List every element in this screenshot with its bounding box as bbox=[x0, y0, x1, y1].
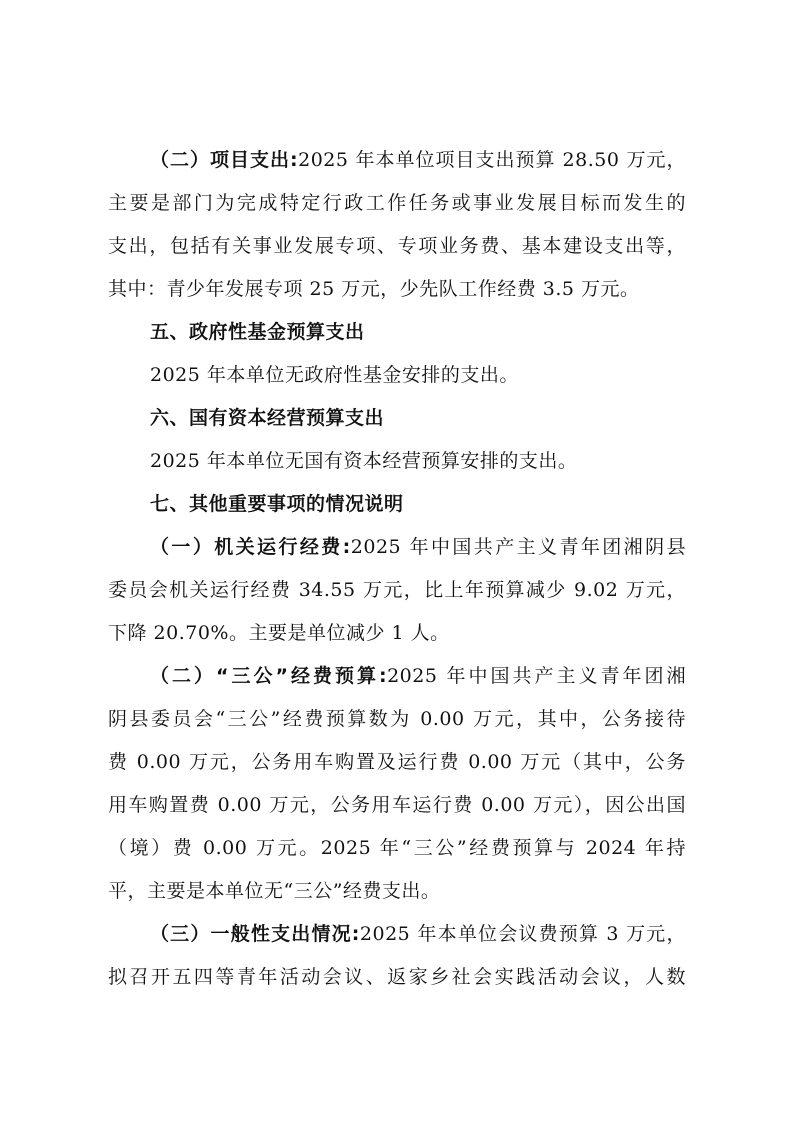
project-expense-line-1: （二）项目支出:2025 年本单位项目支出预算 28.50 万元， bbox=[150, 149, 686, 171]
item3-line-1: （三）一般性支出情况:2025 年本单位会议费预算 3 万元， bbox=[150, 923, 686, 945]
item2-line-2: 阴县委员会“三公”经费预算数为 0.00 万元，其中，公务接待 bbox=[108, 708, 686, 730]
project-expense-line-3: 支出，包括有关事业发展专项、专项业务费、基本建设支出等， bbox=[108, 235, 686, 257]
item2-heading: （二）“三公”经费预算: bbox=[150, 665, 388, 687]
item1-line-2: 委员会机关运行经费 34.55 万元，比上年预算减少 9.02 万元， bbox=[108, 579, 686, 601]
section5-text: 2025 年本单位无政府性基金安排的支出。 bbox=[150, 364, 519, 386]
item2-line-5: （境）费 0.00 万元。2025 年“三公”经费预算与 2024 年持 bbox=[108, 837, 686, 859]
project-expense-line-4: 其中：青少年发展专项 25 万元，少先队工作经费 3.5 万元。 bbox=[108, 278, 640, 300]
item1-line-1: （一）机关运行经费:2025 年中国共产主义青年团湘阴县 bbox=[150, 536, 686, 558]
section7-title: 七、其他重要事项的情况说明 bbox=[150, 493, 404, 515]
project-expense-heading: （二）项目支出: bbox=[150, 149, 299, 171]
section6-text: 2025 年本单位无国有资本经营预算安排的支出。 bbox=[150, 450, 578, 472]
project-expense-line-2: 主要是部门为完成特定行政工作任务或事业发展目标而发生的 bbox=[108, 192, 686, 214]
item2-line-1: （二）“三公”经费预算:2025 年中国共产主义青年团湘 bbox=[150, 665, 686, 687]
item3-line-2: 拟召开五四等青年活动会议、返家乡社会实践活动会议，人数 bbox=[108, 966, 686, 988]
item1-line-3: 下降 20.70%。主要是单位减少 1 人。 bbox=[108, 622, 450, 644]
item2-line-3: 费 0.00 万元，公务用车购置及运行费 0.00 万元（其中，公务 bbox=[108, 751, 686, 773]
item2-line-4: 用车购置费 0.00 万元，公务用车运行费 0.00 万元），因公出国 bbox=[108, 794, 686, 816]
item1-heading: （一）机关运行经费: bbox=[150, 536, 351, 558]
item2-line-6: 平，主要是本单位无“三公”经费支出。 bbox=[108, 880, 441, 902]
section6-title: 六、国有资本经营预算支出 bbox=[150, 407, 385, 429]
item3-heading: （三）一般性支出情况: bbox=[150, 923, 360, 945]
section5-title: 五、政府性基金预算支出 bbox=[150, 321, 365, 343]
